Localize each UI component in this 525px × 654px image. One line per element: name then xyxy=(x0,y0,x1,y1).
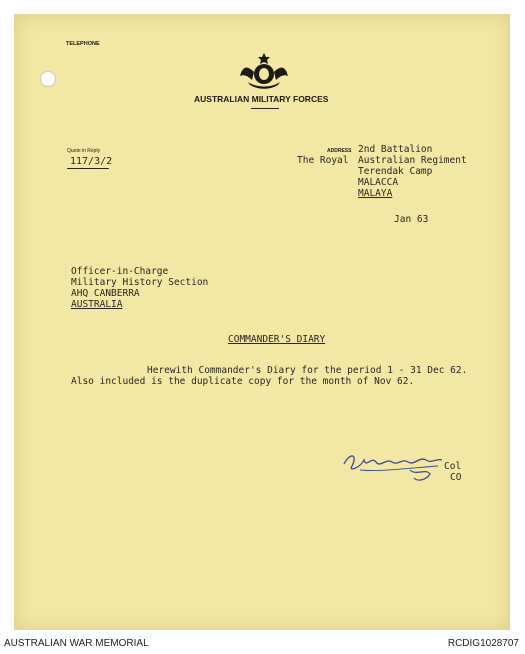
body-line2: Also included is the duplicate copy for the month of Nov 62. xyxy=(71,376,415,387)
handwritten-signature xyxy=(340,446,450,486)
address-line2: Australian Regiment xyxy=(358,155,467,166)
reference-rule xyxy=(67,168,109,169)
address-line2-prefix: The Royal xyxy=(297,155,349,166)
telephone-label: TELEPHONE xyxy=(66,41,100,47)
footer-source: AUSTRALIAN WAR MEMORIAL xyxy=(4,638,149,649)
body-line1: Herewith Commander's Diary for the period 1 - 31 Dec 62. xyxy=(147,365,468,376)
org-name: AUSTRALIAN MILITARY FORCES xyxy=(194,94,329,104)
punch-hole xyxy=(40,71,56,87)
reference-number: 117/3/2 xyxy=(70,156,113,167)
address-line4: MALACCA xyxy=(358,177,399,188)
recipient-line2: Military History Section xyxy=(71,277,209,288)
quote-label: Quote in Reply xyxy=(67,148,101,154)
address-line1: 2nd Battalion xyxy=(358,144,433,155)
org-rule xyxy=(251,108,279,109)
recipient-line4: AUSTRALIA xyxy=(71,299,123,310)
address-line5: MALAYA xyxy=(358,188,393,199)
address-label: ADDRESS xyxy=(327,148,352,154)
address-line3: Terendak Camp xyxy=(358,166,433,177)
footer-id: RCDIG1028707 xyxy=(447,638,519,649)
subject-heading: COMMANDER'S DIARY xyxy=(228,334,326,345)
rank-line1: Col xyxy=(444,461,462,472)
recipient-line1: Officer-in-Charge xyxy=(71,266,169,277)
rank-line2: CO xyxy=(450,472,462,483)
coat-of-arms-icon xyxy=(236,52,292,90)
letter-date: Jan 63 xyxy=(394,214,429,225)
recipient-line3: AHQ CANBERRA xyxy=(71,288,140,299)
letter-paper xyxy=(14,14,510,630)
